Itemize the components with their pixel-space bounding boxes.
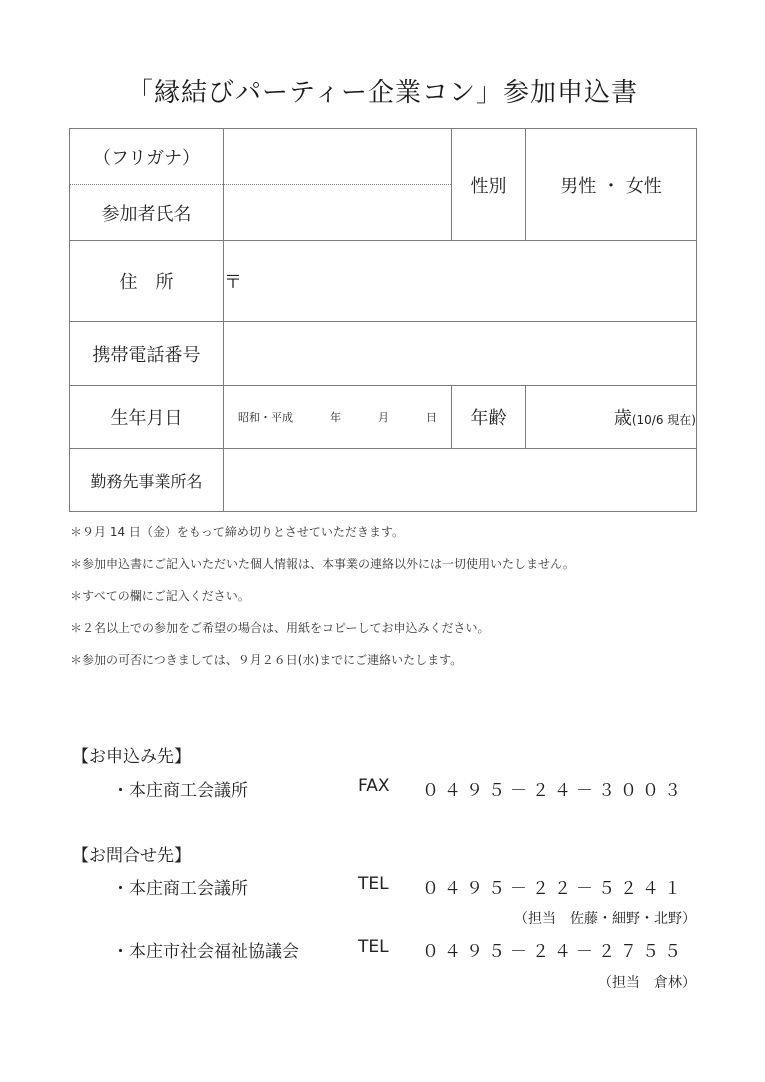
employer-field[interactable] <box>224 449 697 512</box>
employer-label: 勤務先事業所名 <box>70 449 224 512</box>
note-item: ＊９月 14 日（金）をもって締め切りとさせていただきます。 <box>70 525 404 539</box>
gender-label: 性別 <box>452 129 526 241</box>
notes-list <box>70 522 710 682</box>
inquiry-org: ・本庄市社会福祉協議会 <box>112 942 299 962</box>
age-unit: 歳 <box>613 408 632 429</box>
age-field[interactable] <box>526 386 697 449</box>
application-form <box>69 128 697 512</box>
page-title: 「縁結びパーティー企業コン」参加申込書 <box>127 78 638 108</box>
note-item: ＊参加申込書にご記入いただいた個人情報は、本事業の連絡以外には一切使用いたしません。 <box>70 557 575 571</box>
inquiry-type: TEL <box>358 937 389 957</box>
address-label: 住 所 <box>70 241 224 322</box>
name-label: 参加者氏名 <box>70 185 224 241</box>
inquiry-number: ０４９５－２２－５２４１ <box>422 879 686 899</box>
dob-year: 年 <box>330 411 341 424</box>
inquiry-type: TEL <box>358 874 389 894</box>
apply-number: ０４９５－２４－３００３ <box>422 781 686 801</box>
inquiry-org: ・本庄商工会議所 <box>112 879 248 899</box>
apply-heading: 【お申込み先】 <box>72 747 191 767</box>
furigana-field[interactable] <box>224 129 452 185</box>
inquiry-charge: （担当 佐藤・細野・北野） <box>514 911 696 927</box>
note-item: ＊参加の可否につきましては、９月２６日(水)までにご連絡いたします。 <box>70 653 463 667</box>
inquiry-number: ０４９５－２４－２７５５ <box>422 942 686 962</box>
apply-type: FAX <box>358 776 390 796</box>
gender-options[interactable]: 男性 ・ 女性 <box>526 129 697 241</box>
dob-day: 日 <box>426 411 437 424</box>
dob-era: 昭和・平成 <box>238 411 293 424</box>
age-note: (10/6 現在) <box>631 413 696 427</box>
inquiry-heading: 【お問合せ先】 <box>72 846 191 866</box>
postal-mark: 〒 <box>224 272 242 293</box>
note-item: ＊すべての欄にご記入ください。 <box>70 589 250 603</box>
phone-field[interactable] <box>224 322 697 386</box>
dob-field[interactable] <box>224 386 452 449</box>
contact-section <box>72 742 712 991</box>
dob-month: 月 <box>378 411 389 424</box>
age-label: 年齢 <box>452 386 526 449</box>
furigana-label: （フリガナ） <box>70 129 224 185</box>
dob-label: 生年月日 <box>70 386 224 449</box>
address-field[interactable] <box>224 241 697 322</box>
apply-org: ・本庄商工会議所 <box>112 781 248 801</box>
phone-label: 携帯電話番号 <box>70 322 224 386</box>
inquiry-charge: （担当 倉林） <box>598 975 696 991</box>
name-field[interactable] <box>224 185 452 241</box>
note-item: ＊２名以上での参加をご希望の場合は、用紙をコピーしてお申込みください。 <box>70 621 490 635</box>
